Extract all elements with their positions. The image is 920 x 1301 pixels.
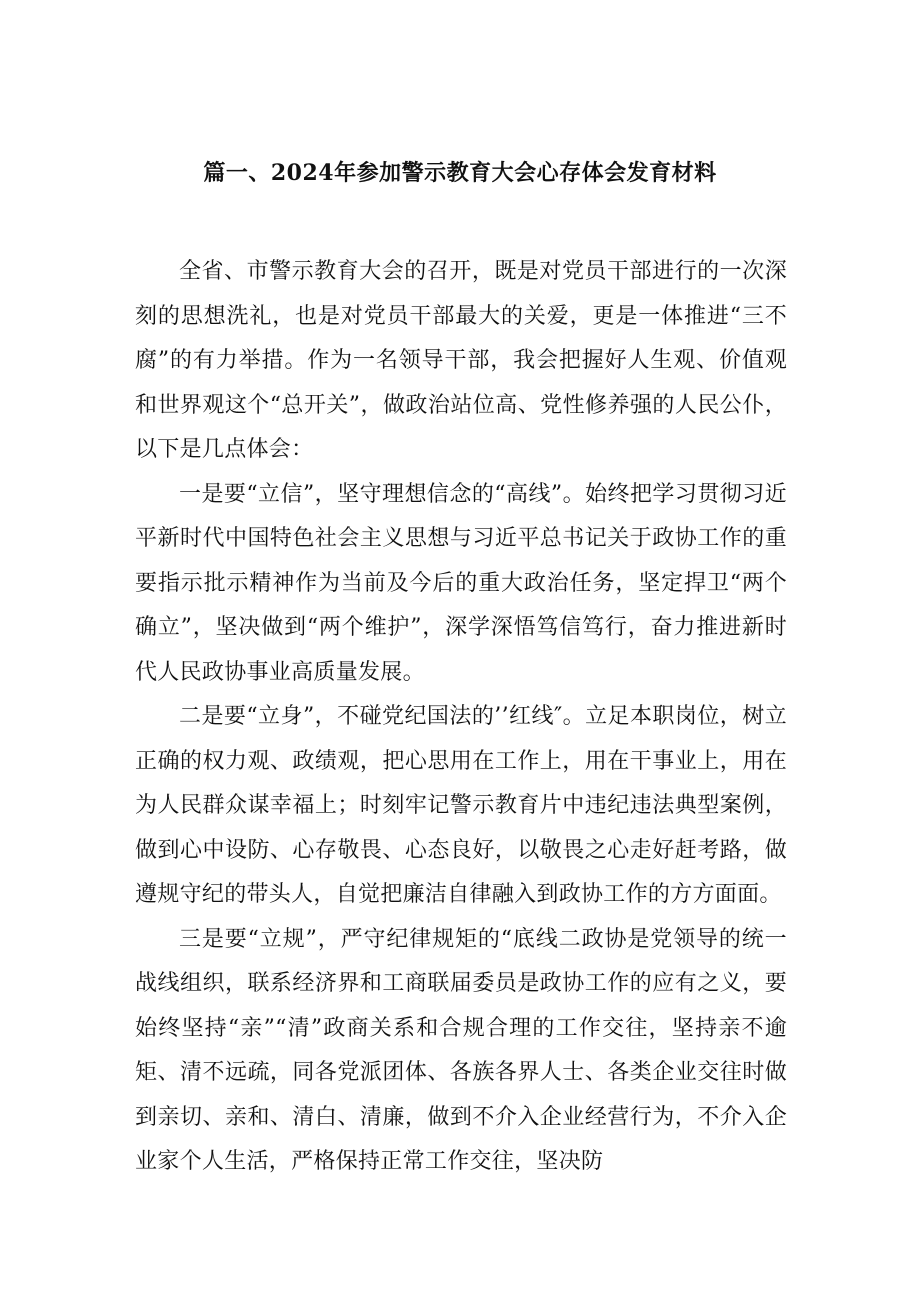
document-body bbox=[135, 250, 787, 1185]
document-title: 篇一、2024年参加警示教育大会心存体会发育材料 bbox=[203, 160, 717, 186]
paragraph-intro: 全省、市警示教育大会的召开，既是对党员干部进行的一次深刻的思想洗礼，也是对党员干部最大的关爱，更是一体推进“三不腐”的有力举措。作为一名领导干部，我会把握好人生观、价值观和世界观这个“总开关”，做政治站位高、党性修养强的人民公仆，以下是几点体会： bbox=[135, 259, 787, 462]
paragraph-point-one: 一是要“立信”，坚守理想信念的“高线”。始终把学习贯彻习近平新时代中国特色社会主义思想与习近平总书记关于政协工作的重要指示批示精神作为当前及今后的重大政治任务，坚定捍卫“两个确立”，坚决做到“两个维护”，深学深悟笃信笃行，奋力推进新时代人民政协事业高质量发展。 bbox=[135, 481, 787, 685]
paragraph-point-two: 二是要“立身”，不碰党纪国法的’’红线″。立足本职岗位，树立正确的权力观、政绩观，把心思用在工作上，用在干事业上，用在为人民群众谋幸福上；时刻牢记警示教育片中违纪违法典型案例，做到心中设防、心存敬畏、心态良好，以敬畏之心走好赶考路，做遵规守纪的带头人，自觉把廉洁自律融入到政协工作的方方面面。 bbox=[135, 704, 787, 907]
paragraph-point-three: 三是要“立规”，严守纪律规矩的“底线二政协是党领导的统一战线组织，联系经济界和工商联届委员是政协工作的应有之义，要始终坚持“亲”“清”政商关系和合规合理的工作交往，坚持亲不逾矩、清不远疏，同各党派团体、各族各界人士、各类企业交往时做到亲切、亲和、清白、清廉，做到不介入企业经营行为，不介入企业家个人生活，严格保持正常工作交往，坚决防 bbox=[135, 926, 787, 1174]
